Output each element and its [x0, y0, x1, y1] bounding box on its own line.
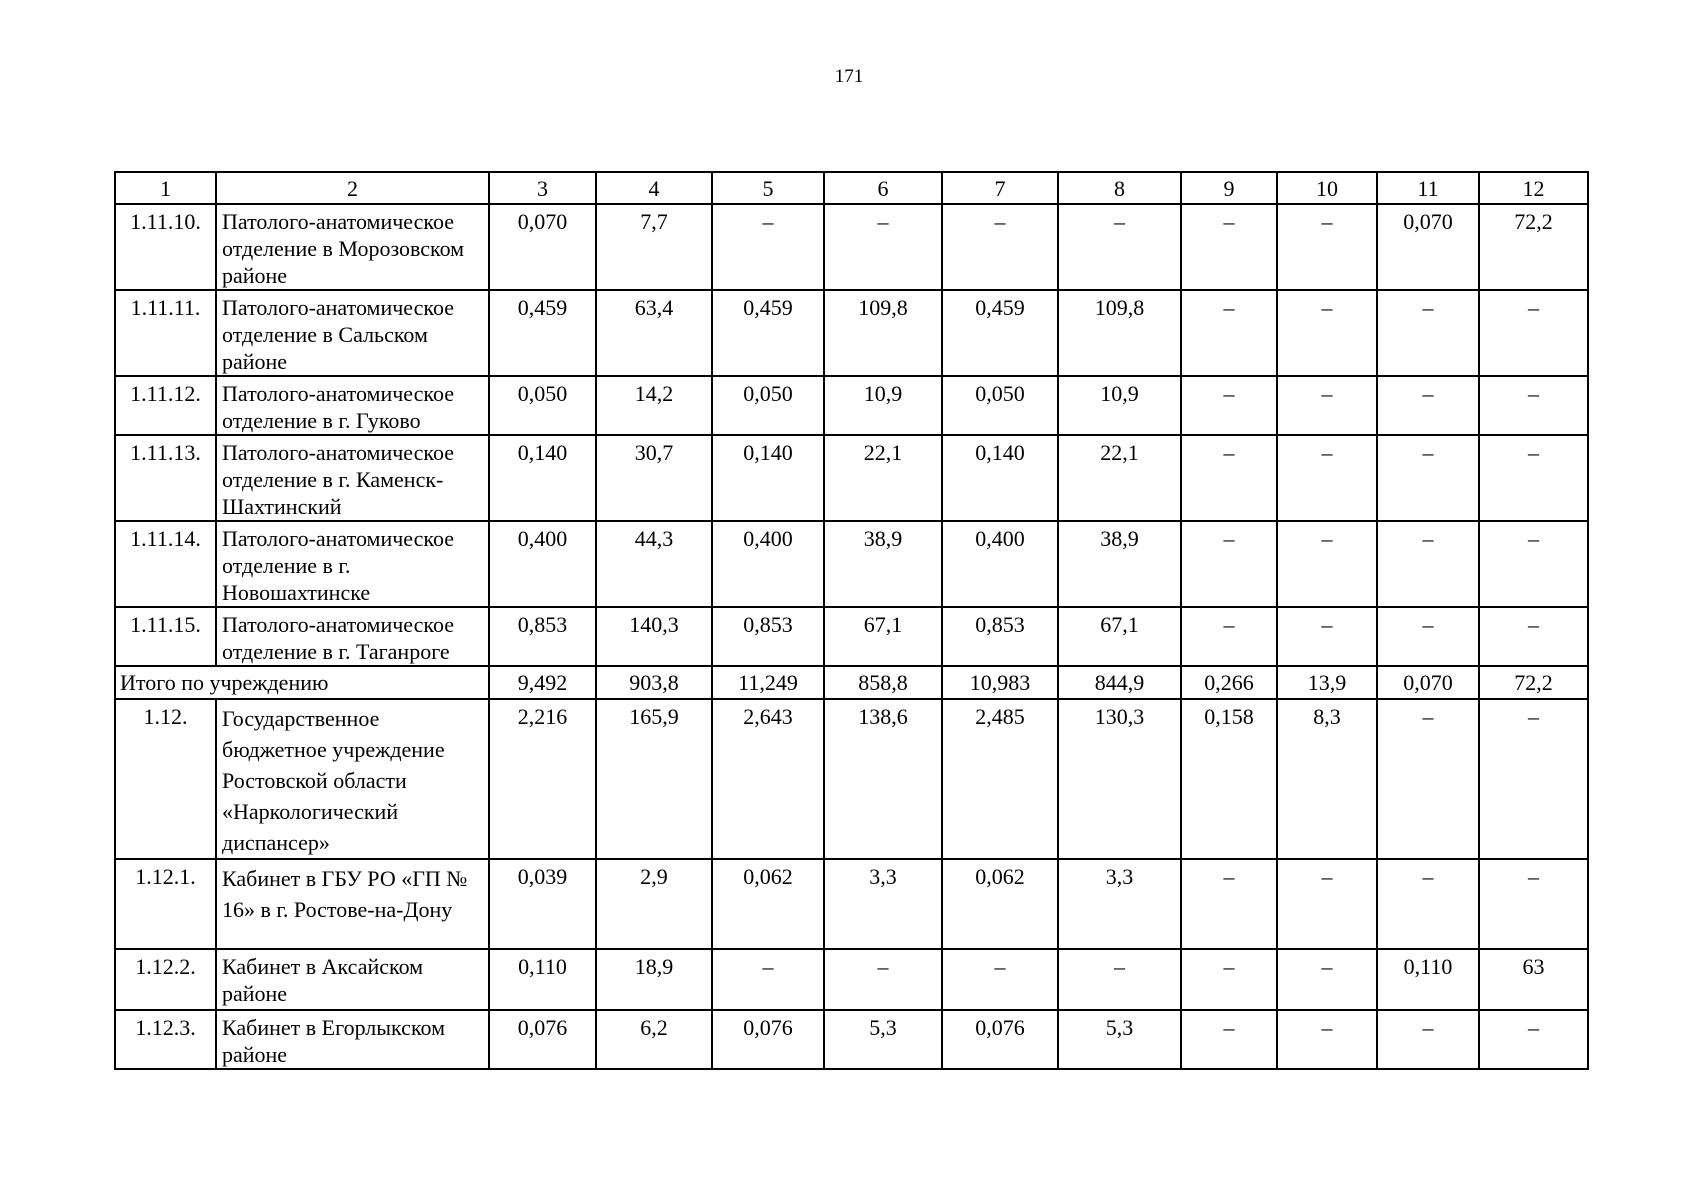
row-value: 0,400 [942, 521, 1058, 607]
row-value: 22,1 [1058, 435, 1181, 521]
row-code: 1.12.3. [115, 1010, 216, 1069]
row-value: – [712, 204, 824, 290]
row-value: – [1277, 204, 1377, 290]
row-value: 0,853 [489, 607, 596, 666]
total-value: 903,8 [596, 666, 712, 699]
row-value: – [1277, 290, 1377, 376]
row-value: 67,1 [824, 607, 942, 666]
row-value: 0,070 [1377, 204, 1479, 290]
total-value: 858,8 [824, 666, 942, 699]
row-code: 1.12. [115, 699, 216, 859]
row-code: 1.11.13. [115, 435, 216, 521]
row-value: – [1277, 521, 1377, 607]
row-value: 0,070 [489, 204, 596, 290]
row-value: – [1377, 699, 1479, 859]
row-value: 0,110 [489, 949, 596, 1010]
total-value: 11,249 [712, 666, 824, 699]
total-row [115, 666, 1588, 699]
row-value: 109,8 [824, 290, 942, 376]
row-value: 0,062 [942, 859, 1058, 949]
column-header: 7 [942, 172, 1058, 204]
table-row [115, 435, 1588, 521]
row-value: 14,2 [596, 376, 712, 435]
table-row [115, 376, 1588, 435]
row-value: – [1277, 1010, 1377, 1069]
row-value: – [1181, 607, 1277, 666]
column-header: 4 [596, 172, 712, 204]
row-value: 0,459 [712, 290, 824, 376]
column-header: 3 [489, 172, 596, 204]
row-value: 0,459 [489, 290, 596, 376]
row-name: Патолого-анатомическое отделение в г. Новошахтинске [216, 521, 489, 607]
row-value: 0,076 [489, 1010, 596, 1069]
row-value: – [1479, 521, 1588, 607]
row-value: 5,3 [1058, 1010, 1181, 1069]
row-name: Патолого-анатомическое отделение в г. Таганроге [216, 607, 489, 666]
row-name: Кабинет в ГБУ РО «ГП № 16» в г. Ростове-на-Дону [216, 859, 489, 949]
row-code: 1.11.15. [115, 607, 216, 666]
column-header: 8 [1058, 172, 1181, 204]
row-value: 63,4 [596, 290, 712, 376]
row-value: 2,643 [712, 699, 824, 859]
row-value: 0,039 [489, 859, 596, 949]
row-value: – [1181, 204, 1277, 290]
row-value: – [1377, 1010, 1479, 1069]
total-value: 844,9 [1058, 666, 1181, 699]
row-value: 72,2 [1479, 204, 1588, 290]
row-value: 130,3 [1058, 699, 1181, 859]
row-value: 7,7 [596, 204, 712, 290]
row-name: Патолого-анатомическое отделение в г. Каменск-Шахтинский [216, 435, 489, 521]
column-header: 6 [824, 172, 942, 204]
total-value: 72,2 [1479, 666, 1588, 699]
row-value: – [942, 949, 1058, 1010]
row-value: 0,110 [1377, 949, 1479, 1010]
row-value: 10,9 [1058, 376, 1181, 435]
column-header: 12 [1479, 172, 1588, 204]
table-row [115, 204, 1588, 290]
row-value: – [1479, 1010, 1588, 1069]
row-value: – [1181, 949, 1277, 1010]
row-value: – [1181, 1010, 1277, 1069]
row-value: – [1479, 290, 1588, 376]
row-value: 109,8 [1058, 290, 1181, 376]
row-code: 1.12.1. [115, 859, 216, 949]
row-name: Патолого-анатомическое отделение в Морозовском районе [216, 204, 489, 290]
total-value: 9,492 [489, 666, 596, 699]
column-header: 1 [115, 172, 216, 204]
row-value: – [1377, 521, 1479, 607]
total-value: 0,266 [1181, 666, 1277, 699]
row-value: 0,140 [489, 435, 596, 521]
row-value: 18,9 [596, 949, 712, 1010]
row-value: 0,050 [489, 376, 596, 435]
row-code: 1.11.14. [115, 521, 216, 607]
row-name: Государственное бюджетное учреждение Ростовской области «Наркологический диспансер» [216, 699, 489, 859]
total-value: 0,070 [1377, 666, 1479, 699]
row-value: 2,485 [942, 699, 1058, 859]
row-value: 0,140 [942, 435, 1058, 521]
row-value: 0,076 [712, 1010, 824, 1069]
row-value: – [1377, 435, 1479, 521]
column-header: 2 [216, 172, 489, 204]
data-table [114, 171, 1589, 1070]
row-value: – [1479, 699, 1588, 859]
row-value: 38,9 [1058, 521, 1181, 607]
column-header: 10 [1277, 172, 1377, 204]
row-value: 5,3 [824, 1010, 942, 1069]
row-value: 0,459 [942, 290, 1058, 376]
row-value: 3,3 [824, 859, 942, 949]
row-value: – [1181, 290, 1277, 376]
row-value: – [1377, 376, 1479, 435]
row-value: 0,062 [712, 859, 824, 949]
row-value: – [1479, 376, 1588, 435]
table-row [115, 607, 1588, 666]
row-value: – [824, 949, 942, 1010]
row-value: 0,076 [942, 1010, 1058, 1069]
row-value: 30,7 [596, 435, 712, 521]
row-value: 0,140 [712, 435, 824, 521]
row-name: Патолого-анатомическое отделение в Сальском районе [216, 290, 489, 376]
row-value: – [1181, 859, 1277, 949]
row-value: – [1377, 290, 1479, 376]
row-code: 1.12.2. [115, 949, 216, 1010]
row-value: – [712, 949, 824, 1010]
row-code: 1.11.11. [115, 290, 216, 376]
row-value: 22,1 [824, 435, 942, 521]
row-value: – [1377, 859, 1479, 949]
row-value: 0,400 [489, 521, 596, 607]
total-label: Итого по учреждению [115, 666, 489, 699]
row-value: 138,6 [824, 699, 942, 859]
row-value: 63 [1479, 949, 1588, 1010]
row-value: – [1058, 949, 1181, 1010]
row-value: – [1479, 607, 1588, 666]
row-value: 3,3 [1058, 859, 1181, 949]
column-header: 5 [712, 172, 824, 204]
row-value: 10,9 [824, 376, 942, 435]
row-value: 140,3 [596, 607, 712, 666]
row-value: – [1277, 607, 1377, 666]
table-row [115, 1010, 1588, 1069]
row-value: 165,9 [596, 699, 712, 859]
table-row [115, 290, 1588, 376]
row-value: 0,853 [712, 607, 824, 666]
row-value: – [1479, 859, 1588, 949]
row-code: 1.11.10. [115, 204, 216, 290]
row-value: – [824, 204, 942, 290]
page-number: 171 [834, 66, 864, 87]
row-value: – [1277, 949, 1377, 1010]
row-value: 0,158 [1181, 699, 1277, 859]
row-value: 67,1 [1058, 607, 1181, 666]
table-row [115, 521, 1588, 607]
row-value: – [1058, 204, 1181, 290]
row-value: – [1277, 859, 1377, 949]
row-value: – [1181, 435, 1277, 521]
table-row [115, 699, 1588, 859]
column-header: 11 [1377, 172, 1479, 204]
table-row [115, 859, 1588, 949]
total-value: 10,983 [942, 666, 1058, 699]
row-value: – [1377, 607, 1479, 666]
table-row [115, 949, 1588, 1010]
total-value: 13,9 [1277, 666, 1377, 699]
row-value: 0,050 [942, 376, 1058, 435]
row-value: 2,216 [489, 699, 596, 859]
row-value: 0,400 [712, 521, 824, 607]
row-code: 1.11.12. [115, 376, 216, 435]
row-value: 8,3 [1277, 699, 1377, 859]
row-value: – [1277, 435, 1377, 521]
row-value: – [1277, 376, 1377, 435]
row-value: 44,3 [596, 521, 712, 607]
row-value: – [1181, 521, 1277, 607]
row-value: – [1479, 435, 1588, 521]
row-value: 0,853 [942, 607, 1058, 666]
row-name: Патолого-анатомическое отделение в г. Гуково [216, 376, 489, 435]
row-value: 2,9 [596, 859, 712, 949]
row-value: – [1181, 376, 1277, 435]
column-header: 9 [1181, 172, 1277, 204]
row-name: Кабинет в Егорлыкском районе [216, 1010, 489, 1069]
row-value: 6,2 [596, 1010, 712, 1069]
row-value: – [942, 204, 1058, 290]
row-name: Кабинет в Аксайском районе [216, 949, 489, 1010]
row-value: 0,050 [712, 376, 824, 435]
table-header-row [115, 172, 1588, 204]
row-value: 38,9 [824, 521, 942, 607]
